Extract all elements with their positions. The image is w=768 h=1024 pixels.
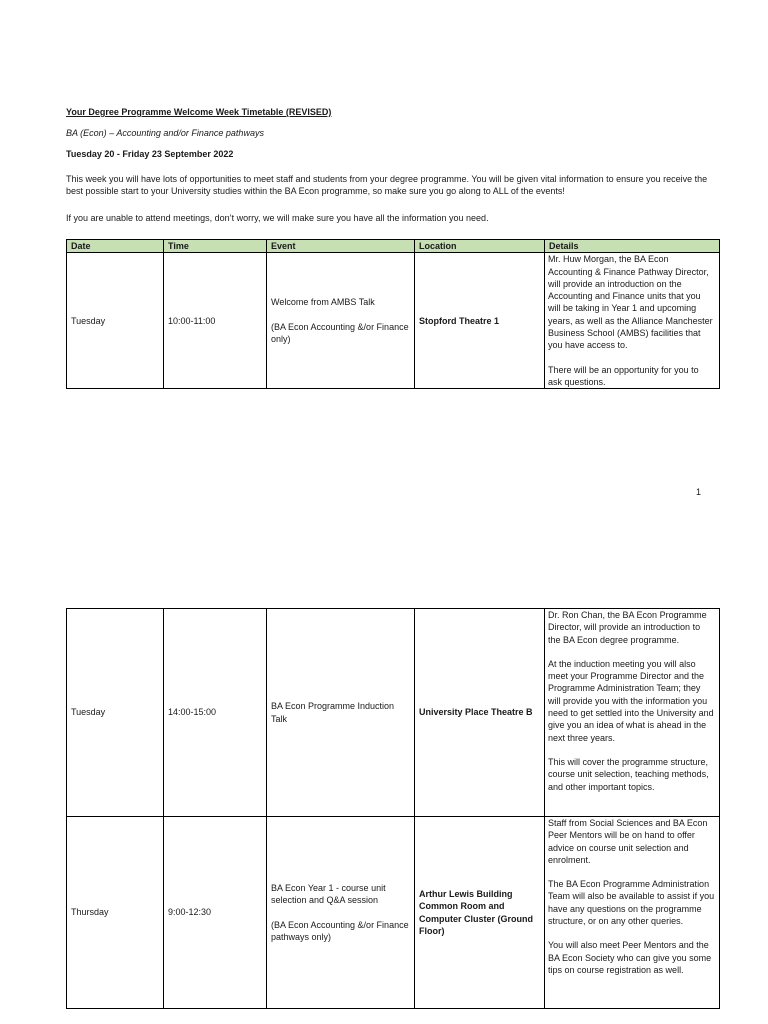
- cell-details: [545, 609, 720, 817]
- week-dates: Tuesday 20 - Friday 23 September 2022: [66, 149, 234, 159]
- event-note: (BA Econ Accounting &/or Finance pathways only): [271, 919, 409, 942]
- details-paragraph: The BA Econ Programme Administration Team will also be available to assist if you have any questions on the programme structure, or on any other queries.: [548, 879, 715, 927]
- details-paragraph: Mr. Huw Morgan, the BA Econ Accounting & Finance Pathway Director, will provide an introduction on the Accounting and Finance units that you will be taking in Year 1 and upcoming years, as well as the Alliance Manchester Business School (AMBS) facilities that you have access to.: [548, 254, 713, 351]
- event-note: (BA Econ Accounting &/or Finance only): [271, 321, 409, 344]
- programme-subtitle: BA (Econ) – Accounting and/or Finance pathways: [66, 128, 264, 138]
- details-paragraph: You will also meet Peer Mentors and the BA Econ Society who can give you some tips on course registration as well.: [548, 940, 712, 975]
- cell-event: [267, 253, 415, 389]
- cell-details: [545, 817, 720, 1009]
- details-paragraph: This will cover the programme structure, course unit selection, teaching methods, and other important topics.: [548, 756, 709, 792]
- intro-paragraph: This week you will have lots of opportunities to meet staff and students from your degree programme. You will be given vital information to ensure you receive the best possible start to your University studies within the BA Econ programme, so make sure you go along to ALL of the events!: [66, 174, 708, 197]
- table-row: [67, 817, 720, 1009]
- cell-details: [545, 253, 720, 389]
- cell-location: University Place Theatre B: [415, 609, 545, 817]
- cell-time: 10:00-11:00: [164, 253, 267, 389]
- timetable-table-part-2: [66, 608, 720, 1009]
- details-paragraph: Dr. Ron Chan, the BA Econ Programme Director, will provide an introduction to the BA Econ degree programme.: [548, 610, 707, 645]
- cell-time: 9:00-12:30: [164, 817, 267, 1009]
- header-event: Event: [267, 240, 415, 253]
- table-header-row: [67, 240, 720, 253]
- details-paragraph: Staff from Social Sciences and BA Econ Peer Mentors will be on hand to offer advice on course unit selection and enrolment.: [548, 818, 708, 865]
- header-details: Details: [545, 240, 720, 253]
- details-paragraph: At the induction meeting you will also meet your Programme Director and the Programme Administration Team; they will provide you with the information you need to get settled into the University and give you an idea of what is ahead in the next three years.: [548, 658, 714, 743]
- table-row: [67, 253, 720, 389]
- event-title: BA Econ Year 1 - course unit selection and Q&A session: [271, 882, 386, 906]
- page-2: [0, 512, 768, 1024]
- cell-date: Tuesday: [67, 253, 164, 389]
- event-title: BA Econ Programme Induction Talk: [271, 701, 395, 724]
- cell-date: Thursday: [67, 817, 164, 1009]
- header-date: Date: [67, 240, 164, 253]
- timetable-heading: Your Degree Programme Welcome Week Timetable (REVISED): [66, 107, 332, 117]
- timetable-table-part-1: [66, 239, 720, 389]
- table-row: [67, 609, 720, 817]
- page-number: 1: [696, 487, 702, 497]
- cell-time: 14:00-15:00: [164, 609, 267, 817]
- note-paragraph: If you are unable to attend meetings, don’t worry, we will make sure you have all the information you need.: [66, 213, 489, 223]
- cell-location: Stopford Theatre 1: [415, 253, 545, 389]
- details-paragraph: There will be an opportunity for you to ask questions.: [548, 364, 699, 387]
- header-location: Location: [415, 240, 545, 253]
- cell-event: [267, 609, 415, 817]
- header-time: Time: [164, 240, 267, 253]
- event-title: Welcome from AMBS Talk: [271, 297, 375, 308]
- cell-location: Arthur Lewis Building Common Room and Computer Cluster (Ground Floor): [415, 817, 545, 1009]
- cell-date: Tuesday: [67, 609, 164, 817]
- cell-event: [267, 817, 415, 1009]
